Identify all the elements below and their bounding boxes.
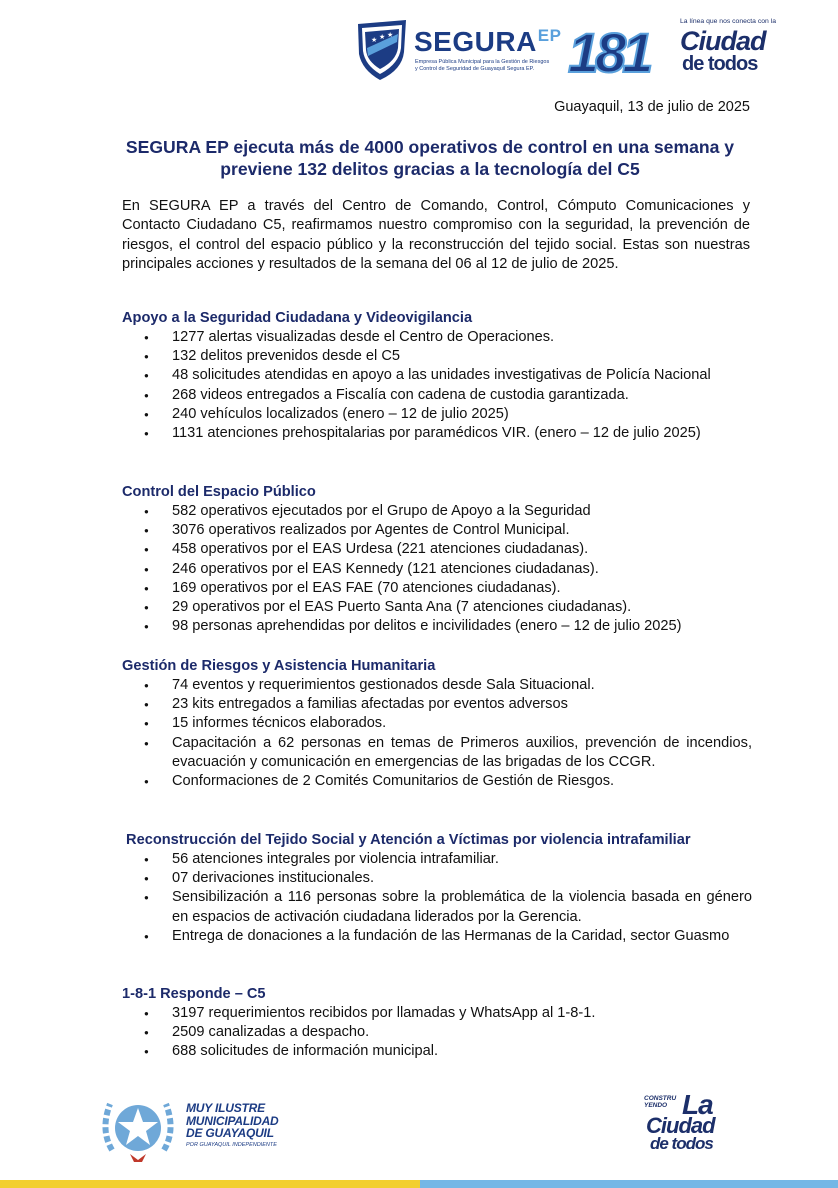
section-gestion-riesgos <box>122 657 762 791</box>
list-item: ● Capacitación a 62 personas en temas de Primeros auxilios, prevención de incendios, evacuación y comunicación en emergencias de las brigadas de los CCGR. <box>122 734 762 772</box>
list-item: ● 56 atenciones integrales por violencia intrafamiliar. <box>122 850 762 869</box>
list-item: ● 74 eventos y requerimientos gestionados desde Sala Situacional. <box>122 676 762 695</box>
svg-text:★: ★ <box>387 32 394 39</box>
de-todos-word: de todos <box>682 53 758 75</box>
segura-wordmark: $SEGURA^{EP}$ <box>414 26 562 57</box>
segura-subtitle: Empresa Pública Municipal para la Gestión de Riesgos y Control de Seguridad de Guayaquil Segura EP. <box>415 59 550 72</box>
section-title: Apoyo a la Seguridad Ciudadana y Videovigilancia <box>122 310 473 326</box>
list-item: ● 240 vehículos localizados (enero – 12 de julio 2025) <box>122 405 762 424</box>
list-item: ● 15 informes técnicos elaborados. <box>122 714 762 733</box>
bottom-color-bar <box>0 1180 838 1188</box>
list-item: ● 246 operativos por el EAS Kennedy (121 atenciones ciudadanas). <box>122 560 762 579</box>
svg-text:★: ★ <box>371 37 378 44</box>
bullet-list <box>122 502 762 636</box>
list-item: ● 458 operativos por el EAS Urdesa (221 atenciones ciudadanas). <box>122 540 762 559</box>
bar-yellow <box>0 1180 420 1188</box>
list-item: ● 48 solicitudes atendidas en apoyo a las unidades investigativas de Policía Nacional <box>122 366 762 385</box>
section-title: 1-8-1 Responde – C5 <box>122 986 266 1002</box>
list-item: ● 3076 operativos realizados por Agentes de Control Municipal. <box>122 521 762 540</box>
section-tejido-social <box>122 831 762 946</box>
list-item: ● 3197 requerimientos recibidos por llamadas y WhatsApp al 1-8-1. <box>122 1004 762 1023</box>
section-title: Reconstrucción del Tejido Social y Atención a Víctimas por violencia intrafamiliar <box>122 832 691 848</box>
list-item: ● 1131 atenciones prehospitalarias por paramédicos VIR. (enero – 12 de julio 2025) <box>122 424 762 443</box>
logo-181-text: 181 <box>568 21 650 80</box>
municipalidad-subtitle: POR GUAYAQUIL INDEPENDIENTE <box>186 1142 277 1148</box>
bullet-list <box>122 1004 762 1062</box>
bullet-list <box>122 328 762 443</box>
section-title: Gestión de Riesgos y Asistencia Humanitaria <box>122 658 436 674</box>
list-item: ● 23 kits entregados a familias afectadas por eventos adversos <box>122 695 762 714</box>
section-181-responde <box>122 985 762 1062</box>
list-item: ● Entrega de donaciones a la fundación de las Hermanas de la Caridad, sector Guasmo <box>122 927 762 946</box>
list-item: ● 688 solicitudes de información municipal. <box>122 1042 762 1061</box>
bullet-list <box>122 850 762 946</box>
181-logo-icon <box>566 18 662 80</box>
list-item: ● 169 operativos por el EAS FAE (70 atenciones ciudadanas). <box>122 579 762 598</box>
list-item: ● 1277 alertas visualizadas desde el Centro de Operaciones. <box>122 328 762 347</box>
date-line: Guayaquil, 13 de julio de 2025 <box>554 99 750 115</box>
shield-stars-icon <box>354 18 410 82</box>
construyendo-text: CONSTRU YENDO <box>644 1095 677 1109</box>
ciudad-de-todos-logo <box>676 18 786 78</box>
list-item: ● 07 derivaciones institucionales. <box>122 869 762 888</box>
list-item: ● 2509 canalizadas a despacho. <box>122 1023 762 1042</box>
section-title: Control del Espacio Público <box>122 484 316 500</box>
list-item: ● Sensibilización a 116 personas sobre la problemática de la violencia basada en género en espacios de activación ciudadana liderados por la Gerencia. <box>122 888 762 926</box>
bar-sky <box>420 1180 838 1188</box>
municipalidad-logo <box>98 1090 298 1170</box>
list-item: ● 132 delitos prevenidos desde el C5 <box>122 347 762 366</box>
la-word: La <box>682 1089 713 1120</box>
list-item: ● Conformaciones de 2 Comités Comunitarios de Gestión de Riesgos. <box>122 772 762 791</box>
ciudad-tagline: La línea que nos conecta con la <box>680 18 776 25</box>
segura-ep-logo <box>354 18 562 84</box>
list-item: ● 582 operativos ejecutados por el Grupo de Apoyo a la Seguridad <box>122 502 762 521</box>
bullet-list <box>122 676 762 791</box>
star-laurel-icon <box>98 1090 178 1166</box>
list-item: ● 268 videos entregados a Fiscalía con cadena de custodia garantizada. <box>122 386 762 405</box>
list-item: ● 29 operativos por el EAS Puerto Santa Ana (7 atenciones ciudadanas). <box>122 598 762 617</box>
headline: SEGURA EP ejecuta más de 4000 operativos de control en una semana y previene 132 delitos gracias a la tecnología del C5 <box>125 137 735 179</box>
de-todos-word: de todos <box>650 1134 713 1153</box>
segura-wordmark-suffix: EP <box>537 26 562 45</box>
logo-181 <box>566 18 662 80</box>
section-espacio-publico <box>122 483 762 636</box>
section-seguridad-ciudadana <box>122 309 762 443</box>
municipalidad-text: MUY ILUSTRE MUNICIPALIDAD DE GUAYAQUIL <box>186 1101 279 1140</box>
ciudad-word: Ciudad <box>680 26 766 56</box>
list-item: ● 98 personas aprehendidas por delitos e incivilidades (enero – 12 de julio 2025) <box>122 617 762 636</box>
svg-text:★: ★ <box>379 34 386 41</box>
construyendo-ciudad-logo <box>640 1089 750 1155</box>
intro-paragraph: En SEGURA EP a través del Centro de Comando, Control, Cómputo Comunicaciones y Contacto Ciudadano C5, reafirmamos nuestro compromiso con la seguridad, la prevención de riesgos, el control del espacio público y la reconstrucción del tejido social. Estas son nuestras principales acciones y resultados de la semana del 06 al 12 de julio de 2025. <box>122 198 750 272</box>
ciudad-word: Ciudad <box>646 1113 715 1138</box>
